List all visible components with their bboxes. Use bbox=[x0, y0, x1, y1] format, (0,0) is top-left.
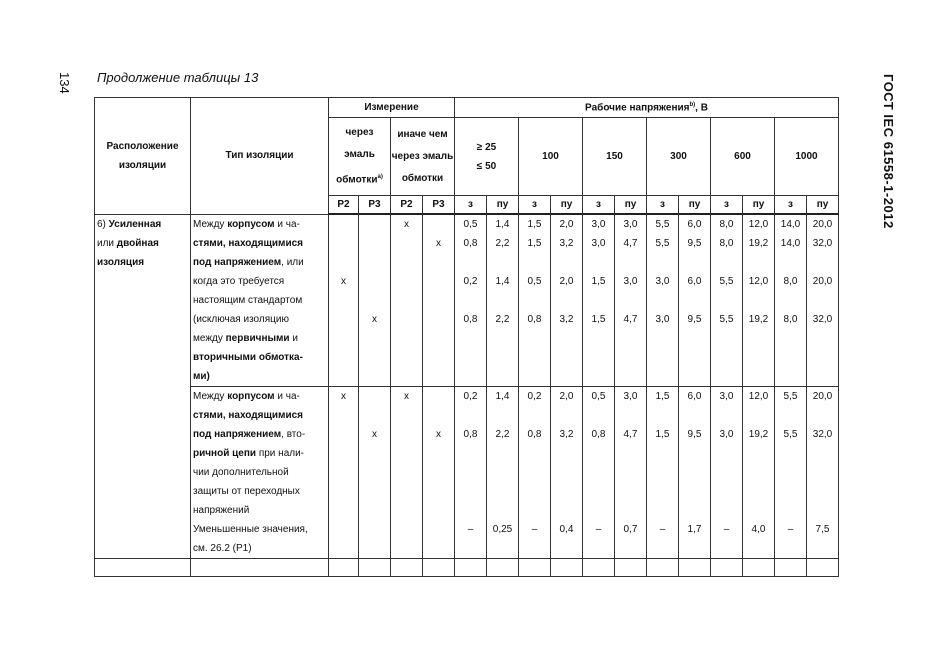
g1-value-col: 0,5 0,8 0,2 0,8 bbox=[455, 214, 487, 386]
table-caption: Продолжение таблицы 13 bbox=[97, 70, 259, 85]
g1-value-col: 3,0 3,0 1,5 1,5 bbox=[583, 214, 615, 386]
empty-cell bbox=[679, 558, 711, 576]
empty-cell bbox=[455, 558, 487, 576]
empty-cell bbox=[807, 558, 839, 576]
g2-value-col: 0,5 0,8 – bbox=[583, 386, 615, 558]
insulation-type-1: Между корпусом и ча- стями, находящимися под напряжением, или когда это требуется настоящим стандартом (исключая изоляцию между первичными и вторичными обмотка- ми) bbox=[191, 214, 329, 386]
header-measurement: Измерение bbox=[329, 98, 455, 118]
header-z: з bbox=[711, 196, 743, 215]
g2-value-col: 1,4 2,2 0,25 bbox=[487, 386, 519, 558]
empty-cell bbox=[95, 558, 191, 576]
g1-value-col: 1,4 2,2 1,4 2,2 bbox=[487, 214, 519, 386]
page-number: 134 bbox=[57, 72, 72, 94]
g1-p2b-column: x bbox=[391, 214, 423, 386]
header-voltage-150: 150 bbox=[583, 118, 647, 196]
header-location: Расположение изоляции bbox=[95, 98, 191, 215]
g1-value-col: 5,5 5,5 3,0 3,0 bbox=[647, 214, 679, 386]
empty-cell bbox=[711, 558, 743, 576]
header-voltage-600: 600 bbox=[711, 118, 775, 196]
g1-value-col: 20,0 32,0 20,0 32,0 bbox=[807, 214, 839, 386]
header-p3: P3 bbox=[359, 196, 391, 215]
g1-value-col: 3,0 4,7 3,0 4,7 bbox=[615, 214, 647, 386]
header-pu: пу bbox=[615, 196, 647, 215]
empty-cell bbox=[615, 558, 647, 576]
g2-p2b-column: x bbox=[391, 386, 423, 558]
g1-value-col: 12,0 19,2 12,0 19,2 bbox=[743, 214, 775, 386]
g1-value-col: 8,0 8,0 5,5 5,5 bbox=[711, 214, 743, 386]
g2-p2-column: x bbox=[329, 386, 359, 558]
header-voltage-300: 300 bbox=[647, 118, 711, 196]
insulation-table bbox=[94, 97, 839, 577]
header-type: Тип изоляции bbox=[191, 98, 329, 215]
g1-value-col: 6,0 9,5 6,0 9,5 bbox=[679, 214, 711, 386]
empty-cell bbox=[583, 558, 615, 576]
header-z: з bbox=[775, 196, 807, 215]
header-other-than-enamel: иначе чем через эмаль обмотки bbox=[391, 118, 455, 196]
g2-value-col: 0,2 0,8 – bbox=[519, 386, 551, 558]
header-p2: P2 bbox=[329, 196, 359, 215]
empty-cell bbox=[647, 558, 679, 576]
g2-p3-column: x bbox=[359, 386, 391, 558]
header-z: з bbox=[455, 196, 487, 215]
g1-p3b-column: x bbox=[423, 214, 455, 386]
g2-value-col: 2,0 3,2 0,4 bbox=[551, 386, 583, 558]
empty-cell bbox=[551, 558, 583, 576]
empty-cell bbox=[329, 558, 359, 576]
header-pu: пу bbox=[679, 196, 711, 215]
g2-value-col: 6,0 9,5 1,7 bbox=[679, 386, 711, 558]
insulation-location: 6) Усиленная или двойная изоляция bbox=[95, 214, 191, 558]
g2-value-col: 12,0 19,2 4,0 bbox=[743, 386, 775, 558]
header-pu: пу bbox=[743, 196, 775, 215]
header-through-enamel: через эмаль обмотки$^{a)}$ bbox=[329, 118, 391, 196]
header-pu: пу bbox=[551, 196, 583, 215]
insulation-type-2: Между корпусом и ча- стями, находящимися под напряжением, вто- ричной цепи при нали- чии дополнительной защиты от переходных напряжений Уменьшенные значения, см. 26.2 (P1) bbox=[191, 386, 329, 558]
empty-cell bbox=[743, 558, 775, 576]
g1-value-col: 14,0 14,0 8,0 8,0 bbox=[775, 214, 807, 386]
g2-value-col: 3,0 4,7 0,7 bbox=[615, 386, 647, 558]
g2-p3b-column: x bbox=[423, 386, 455, 558]
header-z: з bbox=[647, 196, 679, 215]
header-pu: пу bbox=[487, 196, 519, 215]
g1-p3-column: x bbox=[359, 214, 391, 386]
empty-cell bbox=[191, 558, 329, 576]
g1-value-col: 2,0 3,2 2,0 3,2 bbox=[551, 214, 583, 386]
g2-value-col: 5,5 5,5 – bbox=[775, 386, 807, 558]
g2-value-col: 20,0 32,0 7,5 bbox=[807, 386, 839, 558]
empty-cell bbox=[487, 558, 519, 576]
header-z: з bbox=[519, 196, 551, 215]
g1-value-col: 1,5 1,5 0,5 0,8 bbox=[519, 214, 551, 386]
empty-cell bbox=[775, 558, 807, 576]
header-p3: P3 bbox=[423, 196, 455, 215]
empty-cell bbox=[391, 558, 423, 576]
header-working-voltages: Рабочие напряжения$^{b)}$, В bbox=[455, 98, 839, 118]
empty-cell bbox=[519, 558, 551, 576]
header-voltage-100: 100 bbox=[519, 118, 583, 196]
standard-code: ГОСТ IEC 61558-1-2012 bbox=[881, 74, 896, 229]
g2-value-col: 0,2 0,8 – bbox=[455, 386, 487, 558]
header-z: з bbox=[583, 196, 615, 215]
empty-cell bbox=[423, 558, 455, 576]
g2-value-col: 3,0 3,0 – bbox=[711, 386, 743, 558]
header-p2: P2 bbox=[391, 196, 423, 215]
header-pu: пу bbox=[807, 196, 839, 215]
header-voltage-50: ≥ 25 ≤ 50 bbox=[455, 118, 519, 196]
g2-value-col: 1,5 1,5 – bbox=[647, 386, 679, 558]
header-voltage-1000: 1000 bbox=[775, 118, 839, 196]
empty-cell bbox=[359, 558, 391, 576]
g1-p2-column: x bbox=[329, 214, 359, 386]
